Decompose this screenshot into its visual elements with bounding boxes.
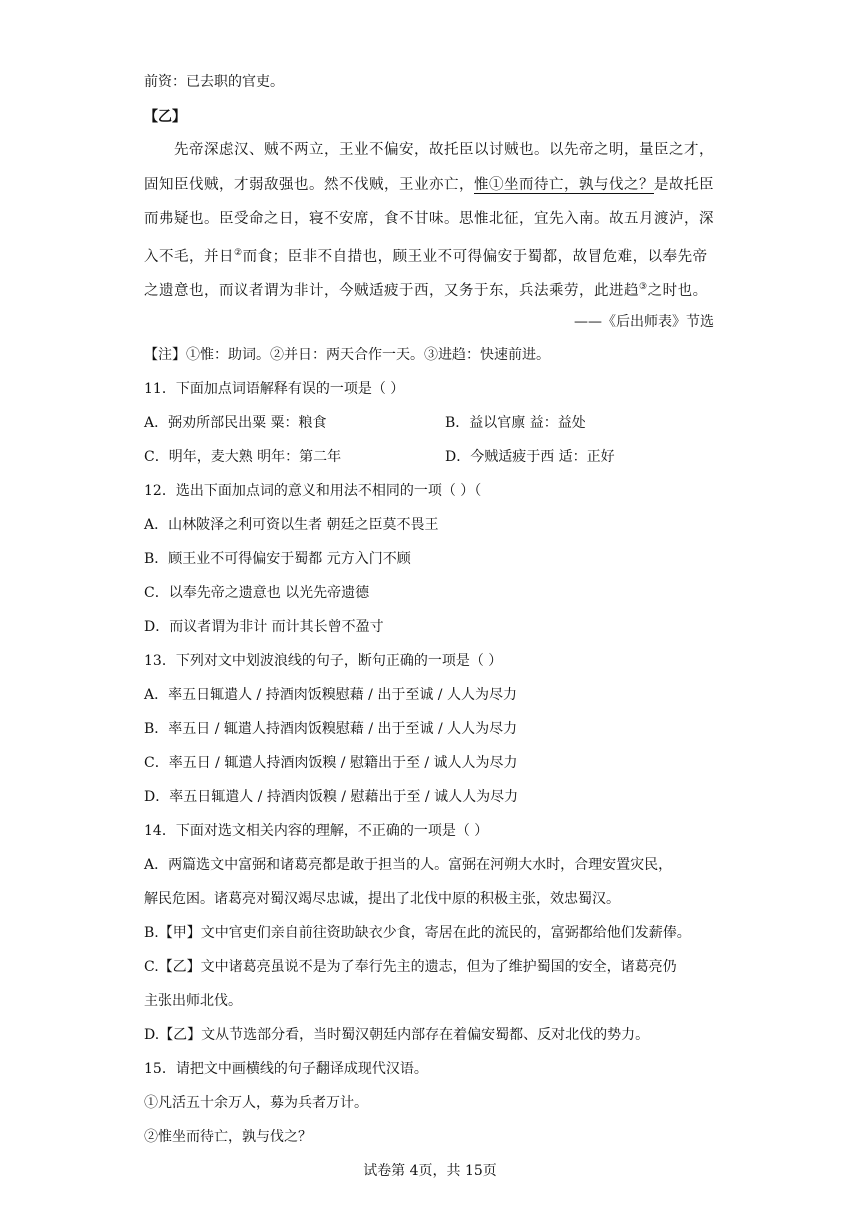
question-14-option-c-line1[interactable]: C.【乙】文中诸葛亮虽说不是为了奉行先主的遗志，但为了维护蜀国的安全，诸葛亮仍 [144, 959, 677, 975]
question-13-option-a[interactable]: A．率五日辄遣人 / 持酒肉饭糗慰藉 / 出于至诚 / 人人为尽力 [144, 687, 517, 703]
question-12-option-c[interactable]: C．以奉先帝之遗意也 以光先帝遗德 [144, 585, 370, 601]
question-13-option-c[interactable]: C．率五日 / 辄遣人持酒肉饭糗 / 慰籍出于至 / 诚人人为尽力 [144, 755, 518, 771]
passage-line-3: 而弗疑也。臣受命之日，寝不安席，食不甘味。思惟北征，宜先入南。故五月渡泸，深 [144, 211, 714, 227]
question-11-option-b[interactable]: B．益以官廪 益：益处 [445, 415, 586, 431]
passage-line-2-text: 固知臣伐贼，才弱敌强也。然不伐贼，王业亦亡， [144, 177, 474, 193]
question-14-option-a-line2: 解民危困。诸葛亮对蜀汉竭尽忠诚，提出了北伐中原的积极主张，效忠蜀汉。 [144, 891, 620, 907]
question-15-stem: 15．请把文中画横线的句子翻译成现代汉语。 [144, 1061, 428, 1077]
passage-line-5 [144, 277, 708, 301]
footnote-marker-3: ③ [639, 282, 648, 292]
question-14-stem: 14．下面对选文相关内容的理解，不正确的一项是（ ） [144, 823, 489, 839]
passage-line-2-tail: 是故托臣 [654, 177, 714, 193]
page-footer: 试卷第 4页，共 15页 [363, 1163, 497, 1179]
question-13-stem: 13．下列对文中划波浪线的句子，断句正确的一项是（ ） [144, 653, 503, 669]
question-12-option-b[interactable]: B．顾王业不可得偏安于蜀都 元方入门不顾 [144, 551, 411, 567]
question-14-option-c-line2: 主张出师北伐。 [144, 993, 242, 1009]
question-11-option-c[interactable]: C．明年，麦大熟 明年：第二年 [144, 449, 342, 465]
question-11-option-d[interactable]: D．今贼适疲于西 适：正好 [445, 449, 615, 465]
source-attribution: ——《后出师表》节选 [574, 314, 714, 330]
question-12-option-a[interactable]: A．山林陂泽之利可资以生者 朝廷之臣莫不畏王 [144, 517, 439, 533]
passage-line-4 [144, 243, 708, 267]
section-yi-heading: 【乙】 [144, 109, 186, 125]
question-15-sentence-1: ①凡活五十余万人，募为兵者万计。 [144, 1095, 368, 1111]
question-12-stem: 12．选出下面加点词的意义和用法不相同的一项（ ）（ [144, 483, 482, 499]
footnote-marker-2: ② [234, 248, 243, 258]
question-13-option-d[interactable]: D．率五日辄遣人 / 持酒肉饭糗 / 慰藉出于至 / 诚人人为尽力 [144, 789, 519, 805]
question-13-option-b[interactable]: B．率五日 / 辄遣人持酒肉饭糗慰藉 / 出于至诚 / 人人为尽力 [144, 721, 518, 737]
question-14-option-a-line1[interactable]: A．两篇选文中富弼和诸葛亮都是敢于担当的人。富弼在河朔大水时，合理安置灾民， [144, 857, 673, 873]
passage-line-4-text: 入不毛，并日 [144, 248, 234, 265]
passage-line-2 [144, 175, 714, 195]
passage-line-5-tail: 之时也。 [647, 282, 708, 299]
question-11-option-a[interactable]: A．弼劝所部民出粟 粟：粮食 [144, 415, 327, 431]
question-14-option-b[interactable]: B.【甲】文中官吏们亲自前往资助缺衣少食，寄居在此的流民的，富弼都给他们发薪俸。 [144, 925, 691, 941]
note-previous: 前资：已去职的官吏。 [144, 74, 284, 90]
footnotes: 【注】①惟：助词。②并日：两天合作一天。③进趋：快速前进。 [144, 347, 550, 363]
underlined-sentence: 惟①坐而待亡，孰与伐之？ [474, 177, 654, 193]
question-14-option-d[interactable]: D.【乙】文从节选部分看，当时蜀汉朝廷内部存在着偏安蜀都、反对北伐的势力。 [144, 1027, 650, 1043]
question-15-sentence-2: ②惟坐而待亡，孰与伐之？ [144, 1129, 312, 1145]
passage-line-1: 先帝深虑汉、贼不两立，王业不偏安，故托臣以讨贼也。以先帝之明，量臣之才， [174, 142, 714, 158]
question-11-stem: 11．下面加点词语解释有误的一项是（ ） [144, 381, 405, 397]
passage-line-5-text: 之遗意也，而议者谓为非计，今贼适疲于西，又务于东，兵法乘劳，此进趋 [144, 282, 639, 299]
passage-line-4-tail: 而食；臣非不自措也，顾王业不可得偏安于蜀都，故冒危难，以奉先帝 [242, 248, 708, 265]
question-12-option-d[interactable]: D．而议者谓为非计 而计其长曾不盈寸 [144, 619, 384, 635]
